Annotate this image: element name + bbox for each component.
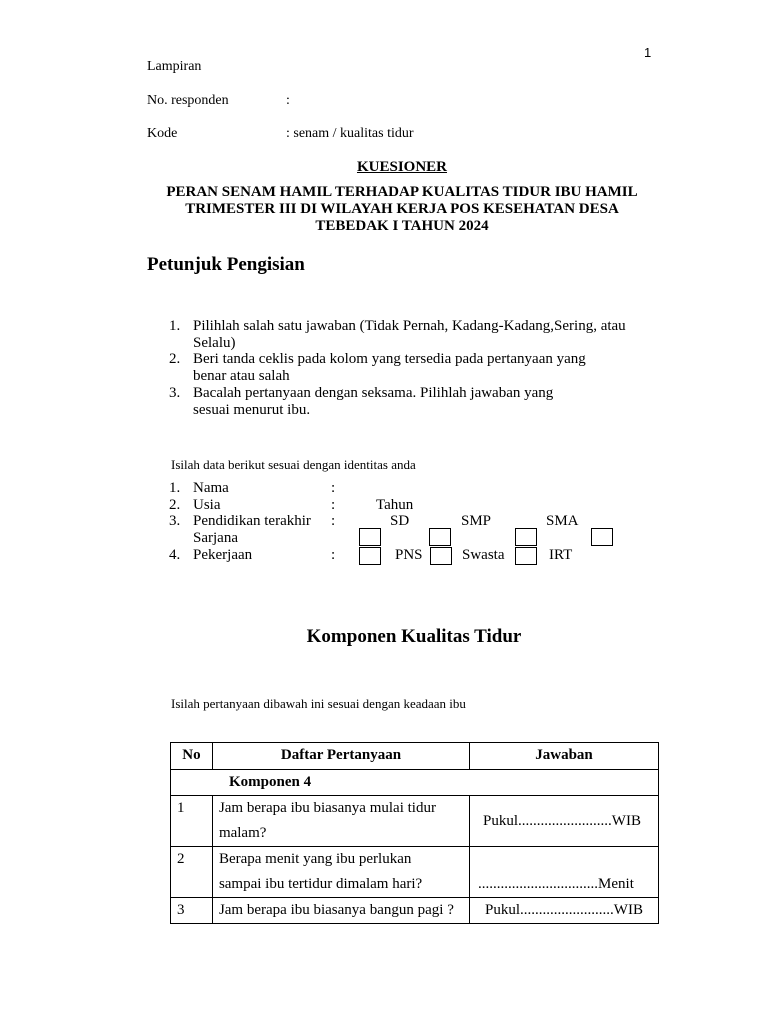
identity-4-number: 4. bbox=[169, 547, 181, 563]
row-2-question-line1: Berapa menit yang ibu perlukan bbox=[218, 851, 412, 867]
instruction-3-number: 3. bbox=[169, 385, 181, 401]
research-title-line2: TRIMESTER III DI WILAYAH KERJA POS KESEHATAN DESA bbox=[185, 201, 619, 217]
row-1-question bbox=[212, 796, 469, 847]
header-answer: Jawaban bbox=[470, 743, 659, 770]
identity-name-label: Nama bbox=[193, 480, 229, 496]
row-1-question-line2: malam? bbox=[218, 825, 267, 841]
table-header-row bbox=[171, 743, 659, 770]
instruction-1-line2: Selalu) bbox=[193, 335, 236, 351]
row-3-number: 3 bbox=[171, 898, 213, 924]
research-title-line1: PERAN SENAM HAMIL TERHADAP KUALITAS TIDUR IBU HAMIL bbox=[166, 184, 638, 200]
identity-age-label: Usia bbox=[193, 497, 221, 513]
identity-2-number: 2. bbox=[169, 497, 181, 513]
component-row bbox=[171, 770, 659, 796]
kuesioner-title: KUESIONER bbox=[356, 159, 448, 175]
instruction-2-line1: Beri tanda ceklis pada kolom yang tersedia pada pertanyaan yang bbox=[193, 351, 586, 367]
identity-intro: Isilah data berikut sesuai dengan identitas anda bbox=[171, 457, 416, 472]
identity-name-colon[interactable]: : bbox=[331, 480, 336, 496]
table-row bbox=[171, 796, 659, 847]
row-2-question bbox=[212, 847, 469, 898]
education-option-smp: SMP bbox=[461, 513, 492, 529]
table-row bbox=[171, 847, 659, 898]
identity-age-colon[interactable]: : bbox=[331, 497, 336, 513]
kode-value: : senam / kualitas tidur bbox=[286, 126, 414, 141]
table-row bbox=[171, 898, 659, 924]
row-1-number: 1 bbox=[171, 796, 213, 847]
education-sd-checkbox[interactable] bbox=[359, 528, 381, 546]
row-2-number: 2 bbox=[171, 847, 213, 898]
header-question: Daftar Pertanyaan bbox=[212, 743, 469, 770]
no-responden-value: : bbox=[286, 93, 290, 108]
lampiran-label: Lampiran bbox=[147, 59, 202, 74]
occupation-pns-checkbox[interactable] bbox=[359, 547, 381, 565]
page-number: 1 bbox=[644, 45, 652, 60]
identity-age-unit: Tahun bbox=[376, 497, 414, 513]
row-2-answer[interactable]: ................................Menit bbox=[470, 847, 659, 898]
identity-occupation-colon: : bbox=[331, 547, 336, 563]
education-smp-checkbox[interactable] bbox=[429, 528, 451, 546]
instruction-1-number: 1. bbox=[169, 318, 181, 334]
identity-3-number: 3. bbox=[169, 513, 181, 529]
education-option-sma: SMA bbox=[546, 513, 579, 529]
row-3-answer[interactable]: Pukul.........................WIB bbox=[470, 898, 659, 924]
header-no: No bbox=[171, 743, 213, 770]
education-option-sarjana: Sarjana bbox=[193, 530, 238, 546]
component-label: Komponen 4 bbox=[171, 770, 659, 796]
row-3-question: Jam berapa ibu biasanya bangun pagi ? bbox=[212, 898, 469, 924]
instruction-2-number: 2. bbox=[169, 351, 181, 367]
education-sarjana-checkbox[interactable] bbox=[591, 528, 613, 546]
table-intro: Isilah pertanyaan dibawah ini sesuai dengan keadaan ibu bbox=[171, 696, 466, 711]
education-option-sd: SD bbox=[390, 513, 410, 529]
identity-occupation-label: Pekerjaan bbox=[193, 547, 253, 563]
occupation-option-irt: IRT bbox=[549, 547, 573, 563]
questionnaire-table bbox=[170, 742, 659, 924]
row-1-question-line1: Jam berapa ibu biasanya mulai tidur bbox=[218, 800, 436, 816]
no-responden-label: No. responden bbox=[147, 93, 229, 108]
instruction-2-line2: benar atau salah bbox=[193, 368, 290, 384]
research-title-line3: TEBEDAK I TAHUN 2024 bbox=[315, 218, 489, 234]
identity-education-label: Pendidikan terakhir bbox=[193, 513, 311, 529]
occupation-swasta-checkbox[interactable] bbox=[430, 547, 452, 565]
occupation-irt-checkbox[interactable] bbox=[515, 547, 537, 565]
section-title: Komponen Kualitas Tidur bbox=[306, 626, 522, 647]
row-1-answer[interactable]: Pukul.........................WIB bbox=[470, 796, 659, 847]
instruction-3-line1: Bacalah pertanyaan dengan seksama. Pilihlah jawaban yang bbox=[193, 385, 554, 401]
identity-1-number: 1. bbox=[169, 480, 181, 496]
instruction-3-line2: sesuai menurut ibu. bbox=[193, 402, 311, 418]
kode-label: Kode bbox=[147, 126, 178, 141]
education-sma-checkbox[interactable] bbox=[515, 528, 537, 546]
row-2-question-line2: sampai ibu tertidur dimalam hari? bbox=[218, 876, 423, 892]
instruction-1-line1: Pilihlah salah satu jawaban (Tidak Pernah, Kadang-Kadang,Sering, atau bbox=[193, 318, 626, 334]
occupation-option-pns: PNS bbox=[395, 547, 423, 563]
instructions-heading: Petunjuk Pengisian bbox=[147, 254, 305, 275]
occupation-option-swasta: Swasta bbox=[462, 547, 505, 563]
identity-education-colon: : bbox=[331, 513, 336, 529]
